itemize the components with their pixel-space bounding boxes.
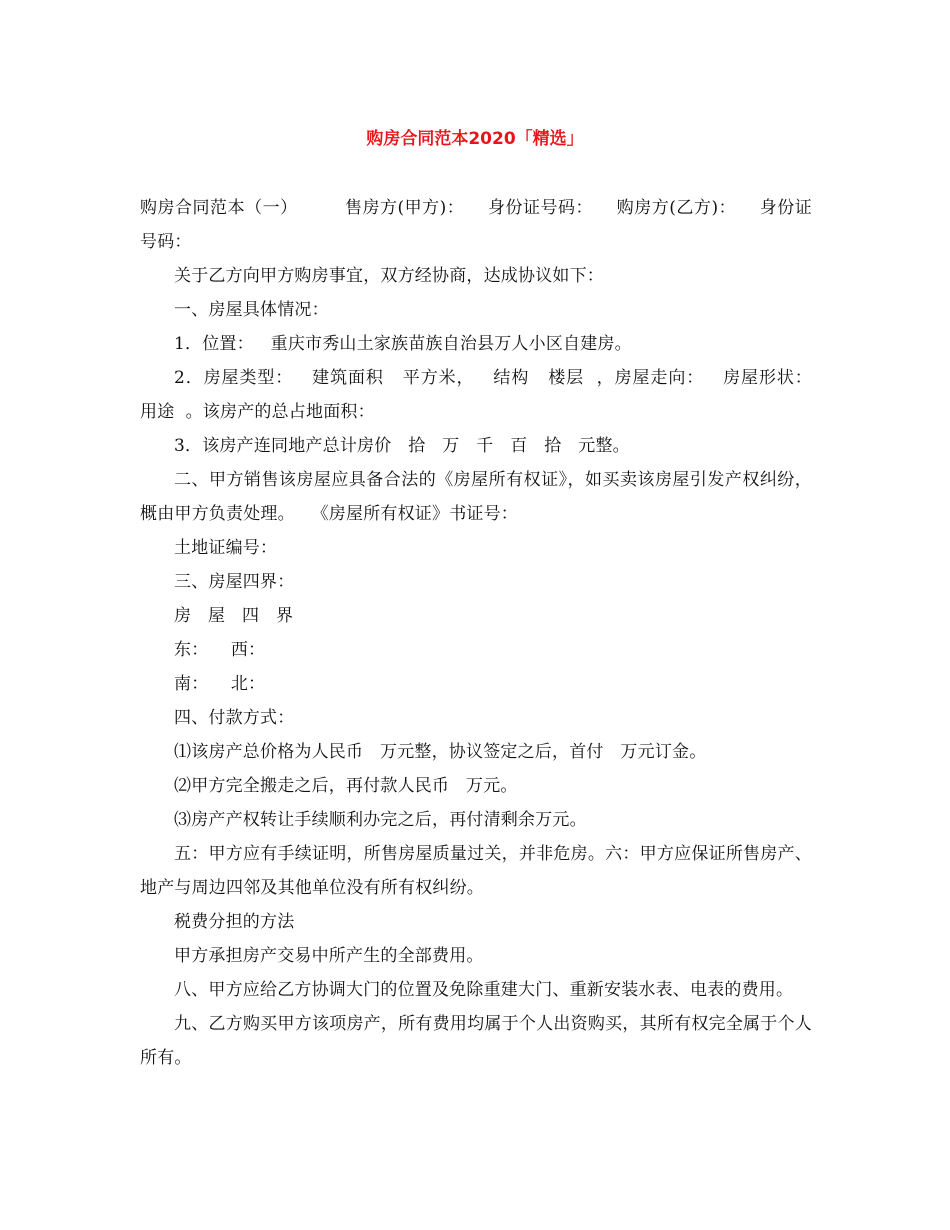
payment-item-2: ⑵甲方完全搬走之后，再付款人民币 万元。 [174, 776, 518, 796]
clause-taxes: 甲方承担房产交易中所产生的全部费用。 [174, 946, 484, 966]
clause-total-price: 3．该房产连同地产总计房价 拾 万 千 百 拾 元整。 [174, 436, 630, 456]
paragraph-intro: 关于乙方向甲方购房事宜，双方经协商，达成协议如下： [174, 266, 604, 286]
boundaries-caption: 房 屋 四 界 [174, 606, 294, 626]
boundaries-east-west: 东： 西： [174, 640, 266, 660]
clause-location: 1．位置： 重庆市秀山土家族苗族自治县万人小区自建房。 [174, 334, 632, 354]
clause-house-type: 2．房屋类型： 建筑面积 平方米， 结构 楼层 ，房屋走向： 房屋形状： 用途 。该房产的总占地面积： [140, 368, 829, 422]
section-heading-taxes: 税费分担的方法 [174, 912, 295, 932]
payment-item-3: ⑶房产产权转让手续顺利办完之后，再付清剩余万元。 [174, 810, 587, 830]
contract-body [140, 191, 829, 1075]
clause-gate-and-meters: 八、甲方应给乙方协调大门的位置及免除重建大门、重新安装水表、电表的费用。 [174, 980, 794, 1000]
clause-land-certificate: 土地证编号： [174, 538, 278, 558]
clause-ownership-certificate: 二、甲方销售该房屋应具备合法的《房屋所有权证》，如买卖该房屋引发产权纠纷，概由甲方负责处理。 《房屋所有权证》书证号： [140, 470, 812, 524]
section-heading-house-details: 一、房屋具体情况： [174, 300, 329, 320]
paragraph-parties: 购房合同范本（一） 售房方(甲方)： 身份证号码： 购房方(乙方)： 身份证号码： [140, 198, 812, 252]
section-heading-payment: 四、付款方式： [174, 708, 295, 728]
payment-item-1: ⑴该房产总价格为人民币 万元整，协议签定之后，首付 万元订金。 [174, 742, 707, 762]
section-heading-boundaries: 三、房屋四界： [174, 572, 295, 592]
document-title: 购房合同范本2020「精选」 [366, 129, 584, 149]
clause-ownership: 九、乙方购买甲方该项房产，所有费用均属于个人出资购买，其所有权完全属于个人所有。 [140, 1014, 812, 1068]
boundaries-south-north: 南： 北： [174, 674, 266, 694]
clause-quality-and-disputes: 五：甲方应有手续证明，所售房屋质量过关，并非危房。六：甲方应保证所售房产、地产与周边四邻及其他单位没有所有权纠纷。 [140, 844, 812, 898]
